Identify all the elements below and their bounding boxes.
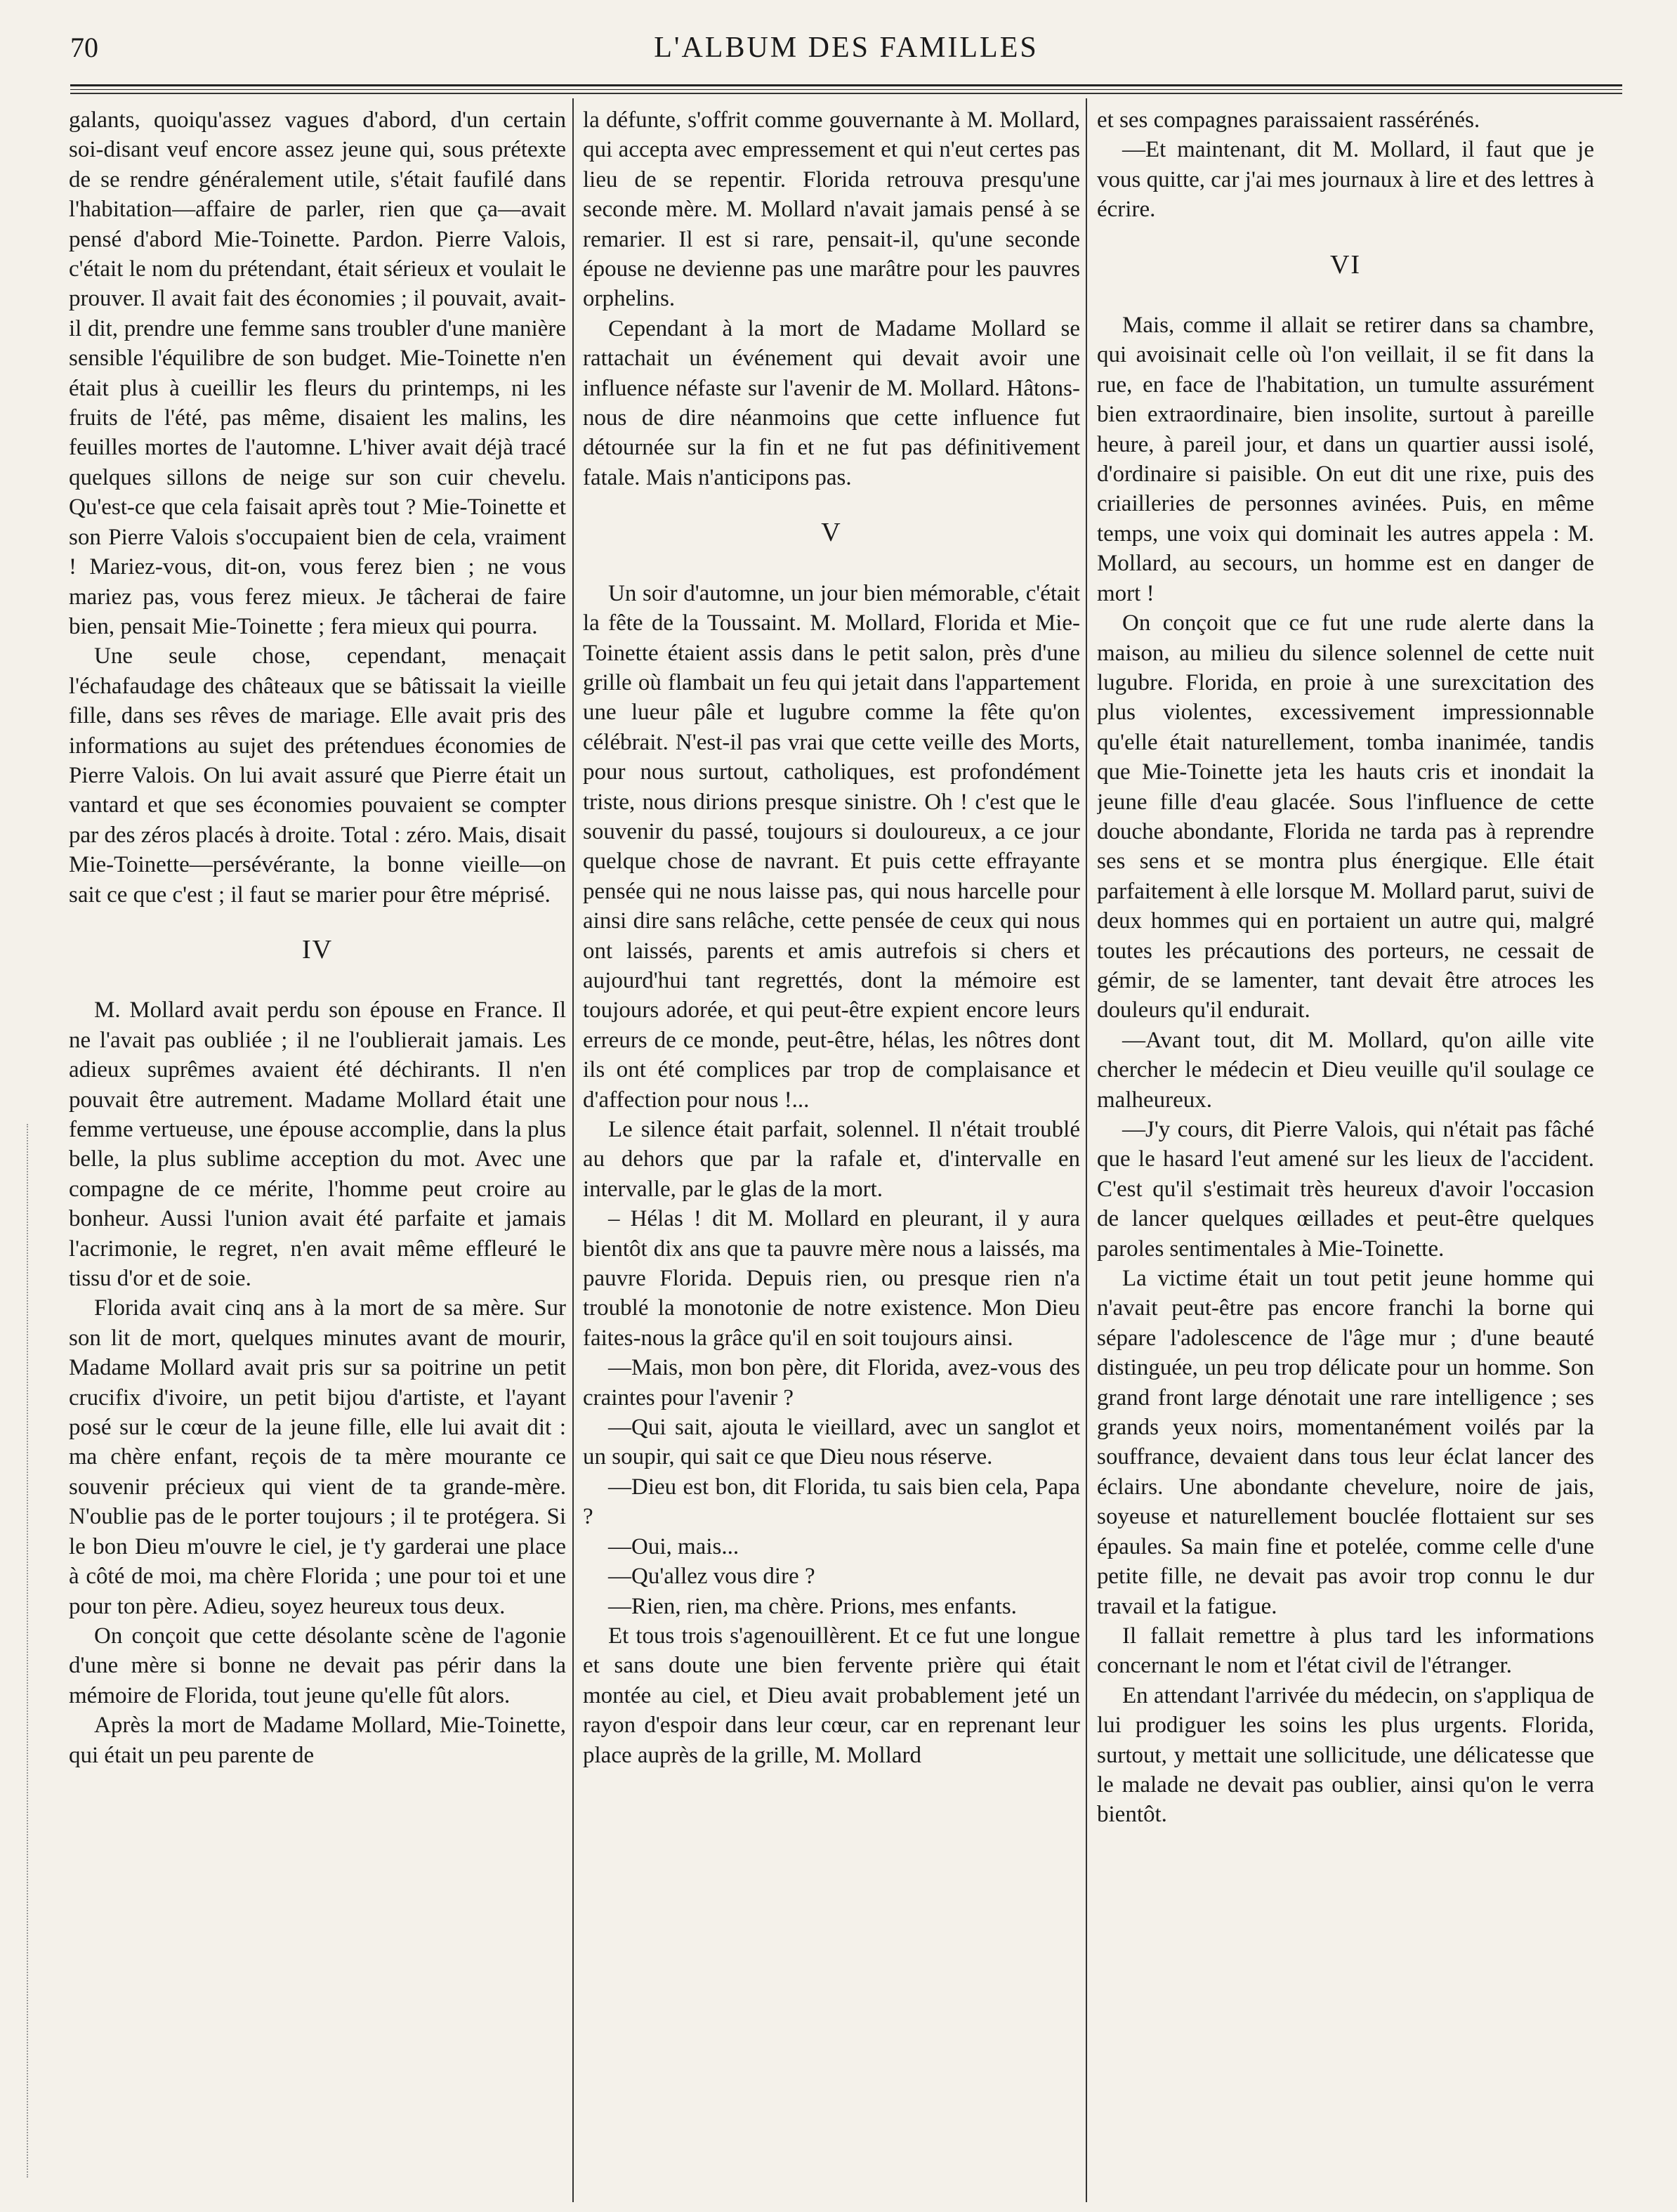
paragraph: On conçoit que ce fut une rude alerte dans la maison, au milieu du silence solennel de cette nuit lugubre. Florida, en proie à une surexcitation des plus violentes, excessivement impressionnable qu'elle était naturellement, tomba inanimée, tandis que Mie-Toinette jeta les hauts cris et inondait la jeune fille d'eau glacée. Sous l'influence de cette douche abondante, Florida ne tarda pas à reprendre ses sens et se montra plus énergique. Elle était parfaitement à elle lorsque M. Mollard parut, suivi de deux hommes qui en portaient un autre qui, malgré toutes les précautions des porteurs, ne cessait de gémir, de se lamenter, tant devait être atroces les douleurs qu'il endurait.	[1097, 610, 1594, 1023]
paragraph: Après la mort de Madame Mollard, Mie-Toinette, qui était un peu parente de	[69, 1713, 566, 1768]
text-column-2	[583, 105, 1080, 2199]
paragraph: —J'y cours, dit Pierre Valois, qui n'était pas fâché que le hasard l'eut amené sur les lieux de l'accident. C'est qu'il s'estimait très heureux d'avoir l'occasion de lancer quelques œillades et peut-être quelques paroles sentimentales à Mie-Toinette.	[1097, 1117, 1594, 1262]
paragraph: On conçoit que cette désolante scène de l'agonie d'une mère si bonne ne devait pas périr dans la mémoire de Florida, tout jeune qu'elle fût alors.	[69, 1623, 566, 1708]
section-heading: IV	[301, 934, 334, 964]
paragraph: Le silence était parfait, solennel. Il n'était troublé au dehors que par la rafale et, d'intervalle en intervalle, par le glas de la mort.	[583, 1117, 1080, 1202]
paragraph: Et tous trois s'agenouillèrent. Et ce fut une longue et sans doute une bien fervente prière qui était montée au ciel, et Dieu avait probablement jeté un rayon d'espoir dans leur cœur, car en reprenant leur place auprès de la grille, M. Mollard	[583, 1623, 1080, 1768]
paragraph: galants, quoiqu'assez vagues d'abord, d'un certain soi-disant veuf encore assez jeune qui, sous prétexte de se rendre généralement utile, s'était faufilé dans l'habitation—affaire de parler, rien que ça—avait pensé d'abord Mie-Toinette. Pardon. Pierre Valois, c'était le nom du prétendant, était sérieux et voulait le prouver. Il avait fait des économies ; il pouvait, avait-il dit, prendre une femme sans troubler d'une manière sensible l'équilibre de son budget. Mie-Toinette n'en était plus à cueillir les fleurs du printemps, ni les fruits de l'été, pas même, disaient les malins, les feuilles mortes de l'automne. L'hiver avait déjà tracé quelques sillons de neige sur son cuir chevelu. Qu'est-ce que cela faisait après tout ? Mie-Toinette et son Pierre Valois s'occupaient bien de cela, vraiment ! Mariez-vous, dit-on, vous ferez bien ; ne vous mariez pas, vous ferez mieux. Je tâcherai de faire bien, pensait Mie-Toinette ; fera mieux qui pourra.	[69, 107, 566, 639]
header-rule-secondary	[70, 93, 1622, 94]
paragraph: Mais, comme il allait se retirer dans sa chambre, qui avoisinait celle où l'on veillait, il se fit dans la rue, en face de l'habitation, un tumulte assurément bien extraordinaire, bien insolite, surtout à pareille heure, à pareil jour, et dans un quartier aussi isolé, d'ordinaire si paisible. On eut dit une rixe, puis des criailleries de personnes avinées. Puis, en même temps, une voix qui dominait les autres appela : M. Mollard, au secours, un homme est en danger de mort !	[1097, 313, 1594, 606]
paragraph: Un soir d'automne, un jour bien mémorable, c'était la fête de la Toussaint. M. Mollard, Florida et Mie-Toinette étaient assis dans le petit salon, près d'une grille où flambait un feu qui jetait dans l'appartement une lueur pâle et lugubre comme la fête qu'on célébrait. N'est-il pas vrai que cette veille des Morts, pour nous surtout, catholiques, est profondément triste, nous dirions presque sinistre. Oh ! c'est que le souvenir du passé, toujours si douloureux, a ce jour quelque chose de navrant. Et puis cette effrayante pensée qui ne nous laisse pas, qui nous harcelle pour ainsi dire sans relâche, cette pensée de ceux qui nous ont laissés, parents et amis autrefois si chers et aujourd'hui tant regrettés, dont la mémoire est toujours adorée, et qui peut-être expient encore leurs erreurs de ce monde, peut-être, hélas, les nôtres dont ils ont été complices par trop de complaisance et d'affection pour nous !...	[583, 580, 1080, 1113]
paragraph: la défunte, s'offrit comme gouvernante à M. Mollard, qui accepta avec empressement et qui n'eut certes pas lieu de se repentir. Florida retrouva presqu'une seconde mère. M. Mollard n'avait jamais pensé à se remarier. Il est si rare, pensait-il, qu'une seconde épouse ne devienne pas une marâtre pour les pauvres orphelins.	[583, 107, 1080, 312]
page-number: 70	[70, 32, 98, 63]
paragraph: Il fallait remettre à plus tard les informations concernant le nom et l'état civil de l'étranger.	[1097, 1623, 1594, 1679]
paragraph: Florida avait cinq ans à la mort de sa mère. Sur son lit de mort, quelques minutes avant de mourir, Madame Mollard avait pris sur sa poitrine un petit crucifix d'ivoire, un petit bijou d'artiste, et l'ayant posé sur le cœur de la jeune fille, elle lui avait dit : ma chère enfant, reçois de ta mère mourante ce souvenir précieux qui vient de ta grande-mère. N'oublie pas de le porter toujours ; il te protégera. Si le bon Dieu m'ouvre le ciel, je t'y garderai une place à côté de moi, ma chère Florida ; une pour toi et une pour ton père. Adieu, soyez heureux tous deux.	[69, 1295, 566, 1619]
paragraph: M. Mollard avait perdu son épouse en France. Il ne l'avait pas oubliée ; il ne l'oublierait jamais. Les adieux suprêmes avaient été déchirants. Il n'en pouvait être autrement. Madame Mollard était une femme vertueuse, une épouse accomplie, dans la plus belle, la plus sublime acception du mot. Avec une compagne de ce mérite, l'homme peut croire au bonheur. Aussi l'union avait été parfaite et jamais l'acrimonie, le regret, n'en avait même effleuré le tissu d'or et de soie.	[69, 997, 566, 1292]
paragraph: La victime était un tout petit jeune homme qui n'avait peut-être pas encore franchi la borne qui sépare l'adolescence de l'âge mur ; d'une beauté distinguée, un peu trop délicate pour un homme. Son grand front large dénotait une rare intelligence ; ses grands yeux noirs, momentanément voilés par la souffrance, devaient dans tous leur éclat lancer des éclairs. Une abondante chevelure, noire de jais, soyeuse et naturellement bouclée flottaient sur ses épaules. Sa main fine et potelée, comme celle d'une petite fille, ne devait pas avoir trop connu le dur travail et la fatigue.	[1097, 1266, 1594, 1619]
running-title: L'ALBUM DES FAMILLES	[654, 32, 1039, 64]
text-column-3	[1097, 105, 1594, 2199]
paragraph: – Hélas ! dit M. Mollard en pleurant, il y aura bientôt dix ans que ta pauvre mère nous a laissés, ma pauvre Florida. Depuis rien, ou presque rien n'a troublé la monotonie de notre existence. Mon Dieu faites-nous la grâce qu'il en soit toujours ainsi.	[583, 1206, 1080, 1351]
paragraph: et ses compagnes paraissaient rassérénés.	[1097, 107, 1480, 133]
paragraph: Une seule chose, cependant, menaçait l'échafaudage des châteaux que se bâtissait la vieille fille, dans ses rêves de mariage. Elle avait pris des informations au sujet des prétendues économies de Pierre Valois. On lui avait assuré que Pierre était un vantard et que ses économies pouvaient se compter par des zéros placés à droite. Total : zéro. Mais, disait Mie-Toinette—persévérante, la bonne vieille—on sait ce que c'est ; il faut se marier pour être méprisé.	[69, 643, 566, 908]
paragraph: —Rien, rien, ma chère. Prions, mes enfants.	[608, 1593, 1017, 1619]
paragraph: —Dieu est bon, dit Florida, tu sais bien cela, Papa ?	[583, 1474, 1080, 1530]
section-heading: V	[821, 518, 842, 548]
paragraph: —Oui, mais...	[608, 1533, 739, 1559]
paragraph: —Mais, mon bon père, dit Florida, avez-vous des craintes pour l'avenir ?	[583, 1355, 1080, 1411]
page-header	[63, 27, 1629, 76]
header-rule	[70, 84, 1622, 90]
column-divider	[1086, 98, 1087, 2202]
text-column-1	[69, 105, 566, 2199]
section-heading: VI	[1329, 249, 1362, 280]
paragraph: En attendant l'arrivée du médecin, on s'appliqua de lui prodiguer les soins les plus urgents. Florida, surtout, y mettait une sollicitude, une délicatesse que le malade ne devait pas oublier, ainsi qu'on le verra bientôt.	[1097, 1682, 1594, 1828]
binding-edge	[27, 1124, 28, 2178]
paragraph: —Et maintenant, dit M. Mollard, il faut que je vous quitte, car j'ai mes journaux à lire et des lettres à écrire.	[1097, 137, 1594, 223]
paragraph: Cependant à la mort de Madame Mollard se rattachait un événement qui devait avoir une influence néfaste sur l'avenir de M. Mollard. Hâtons-nous de dire néanmoins que cette influence fut détournée sur la fin et ne fut pas définitivement fatale. Mais n'anticipons pas.	[583, 315, 1080, 490]
paragraph: —Qu'allez vous dire ?	[608, 1564, 815, 1590]
paragraph: —Qui sait, ajouta le vieillard, avec un sanglot et un soupir, qui sait ce que Dieu nous réserve.	[583, 1415, 1080, 1470]
paragraph: —Avant tout, dit M. Mollard, qu'on aille vite chercher le médecin et Dieu veuille qu'il soulage ce malheureux.	[1097, 1027, 1594, 1113]
column-divider	[572, 98, 574, 2202]
